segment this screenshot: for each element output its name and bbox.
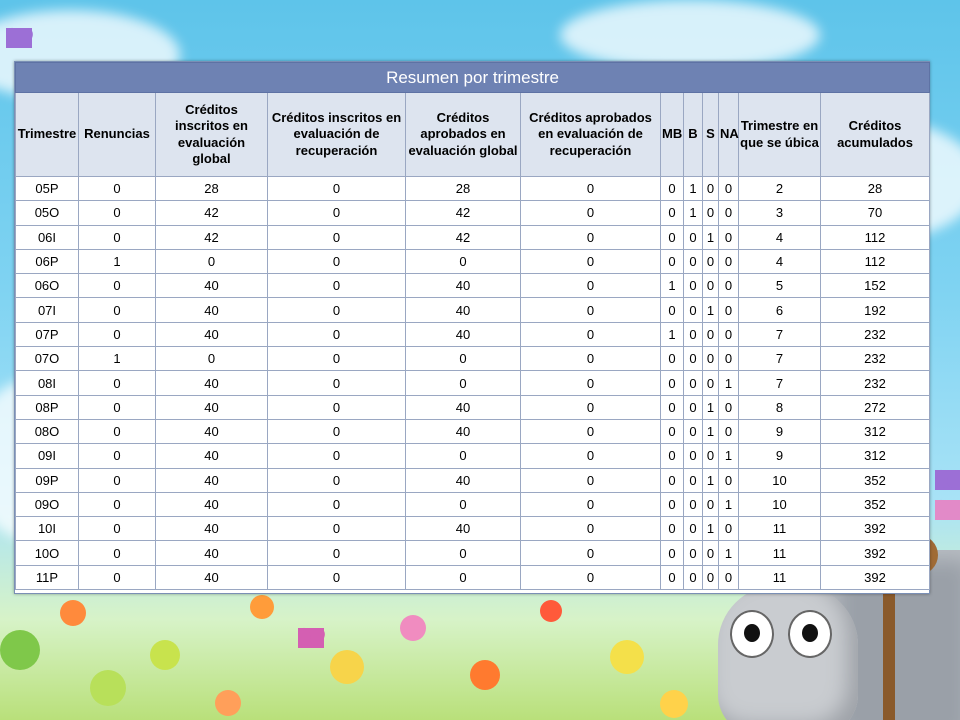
flower-icon — [660, 690, 688, 718]
table-cell: 0 — [703, 177, 719, 201]
table-cell: 0 — [79, 419, 156, 443]
butterfly-icon — [6, 28, 32, 48]
table-cell: 0 — [661, 347, 684, 371]
table-cell: 1 — [719, 541, 739, 565]
table-cell: 1 — [703, 298, 719, 322]
table-cell: 272 — [821, 395, 930, 419]
table-cell: 0 — [521, 419, 661, 443]
table-cell: 1 — [661, 322, 684, 346]
table-cell: 06O — [16, 274, 79, 298]
table-cell: 0 — [406, 492, 521, 516]
table-cell: 0 — [79, 201, 156, 225]
column-header: Trimestre — [16, 93, 79, 177]
table-cell: 0 — [703, 322, 719, 346]
table-cell: 0 — [661, 541, 684, 565]
table-cell: 1 — [703, 225, 719, 249]
table-cell: 08I — [16, 371, 79, 395]
table-cell: 0 — [661, 177, 684, 201]
table-cell: 42 — [406, 225, 521, 249]
table-cell: 0 — [684, 371, 703, 395]
table-cell: 4 — [739, 225, 821, 249]
table-cell: 0 — [684, 225, 703, 249]
table-cell: 232 — [821, 347, 930, 371]
table-cell: 40 — [156, 395, 268, 419]
table-cell: 392 — [821, 541, 930, 565]
table-row — [16, 444, 930, 468]
table-cell: 40 — [156, 371, 268, 395]
table-cell: 40 — [406, 274, 521, 298]
table-cell: 0 — [521, 177, 661, 201]
table-cell: 1 — [703, 468, 719, 492]
table-cell: 0 — [79, 274, 156, 298]
table-cell: 0 — [719, 565, 739, 589]
table-row — [16, 201, 930, 225]
table-cell: 0 — [703, 492, 719, 516]
column-header: Renuncias — [79, 93, 156, 177]
table-cell: 0 — [703, 444, 719, 468]
table-cell: 0 — [406, 249, 521, 273]
table-cell: 0 — [703, 565, 719, 589]
butterfly-icon — [298, 628, 324, 648]
table-cell: 0 — [719, 201, 739, 225]
table-cell: 42 — [156, 201, 268, 225]
table-cell: 0 — [719, 419, 739, 443]
table-cell: 0 — [268, 249, 406, 273]
table-cell: 0 — [268, 177, 406, 201]
table-cell: 0 — [521, 201, 661, 225]
table-row — [16, 347, 930, 371]
table-cell: 0 — [684, 249, 703, 273]
table-cell: 11 — [739, 565, 821, 589]
table-cell: 40 — [406, 468, 521, 492]
table-cell: 0 — [661, 249, 684, 273]
column-header: Trimestre en que se úbica — [739, 93, 821, 177]
table-cell: 42 — [406, 201, 521, 225]
table-cell: 232 — [821, 371, 930, 395]
table-row — [16, 274, 930, 298]
table-cell: 07P — [16, 322, 79, 346]
table-row — [16, 177, 930, 201]
table-cell: 70 — [821, 201, 930, 225]
table-cell: 0 — [521, 371, 661, 395]
table-cell: 40 — [156, 298, 268, 322]
table-cell: 40 — [156, 444, 268, 468]
table-cell: 40 — [156, 517, 268, 541]
table-cell: 7 — [739, 371, 821, 395]
table-cell: 10 — [739, 468, 821, 492]
table-cell: 0 — [684, 517, 703, 541]
flower-icon — [150, 640, 180, 670]
table-cell: 0 — [703, 541, 719, 565]
table-cell: 0 — [684, 322, 703, 346]
table-row — [16, 517, 930, 541]
table-row — [16, 371, 930, 395]
table-cell: 05P — [16, 177, 79, 201]
table-cell: 0 — [406, 444, 521, 468]
table-cell: 0 — [268, 201, 406, 225]
flower-icon — [0, 630, 40, 670]
table-cell: 0 — [268, 541, 406, 565]
column-header: MB — [661, 93, 684, 177]
table-cell: 0 — [661, 419, 684, 443]
table-cell: 0 — [156, 249, 268, 273]
table-cell: 0 — [684, 444, 703, 468]
table-cell: 1 — [703, 517, 719, 541]
flower-icon — [250, 595, 274, 619]
table-cell: 0 — [661, 565, 684, 589]
table-cell: 28 — [156, 177, 268, 201]
table-row — [16, 541, 930, 565]
summary-table — [15, 62, 930, 590]
table-cell: 40 — [156, 541, 268, 565]
column-header: Créditos acumulados — [821, 93, 930, 177]
table-cell: 40 — [156, 565, 268, 589]
table-cell: 40 — [406, 419, 521, 443]
table-cell: 0 — [79, 492, 156, 516]
flower-icon — [540, 600, 562, 622]
table-cell: 0 — [79, 541, 156, 565]
table-cell: 11 — [739, 517, 821, 541]
table-cell: 10I — [16, 517, 79, 541]
table-cell: 0 — [406, 541, 521, 565]
table-cell: 0 — [79, 444, 156, 468]
table-cell: 0 — [703, 274, 719, 298]
flower-icon — [610, 640, 644, 674]
table-cell: 0 — [79, 395, 156, 419]
column-header: Créditos inscritos en evaluación de recuperación — [268, 93, 406, 177]
table-cell: 0 — [268, 492, 406, 516]
table-cell: 0 — [684, 347, 703, 371]
table-cell: 42 — [156, 225, 268, 249]
table-cell: 0 — [79, 565, 156, 589]
table-cell: 1 — [719, 371, 739, 395]
table-cell: 10O — [16, 541, 79, 565]
table-cell: 0 — [661, 468, 684, 492]
table-cell: 0 — [703, 347, 719, 371]
table-cell: 0 — [79, 225, 156, 249]
table-cell: 0 — [719, 468, 739, 492]
table-cell: 7 — [739, 322, 821, 346]
table-cell: 0 — [719, 225, 739, 249]
table-row — [16, 395, 930, 419]
flower-icon — [470, 660, 500, 690]
table-cell: 0 — [268, 517, 406, 541]
table-cell: 0 — [268, 371, 406, 395]
table-cell: 40 — [406, 298, 521, 322]
table-cell: 0 — [268, 444, 406, 468]
table-cell: 0 — [521, 492, 661, 516]
table-cell: 0 — [684, 565, 703, 589]
table-cell: 0 — [521, 541, 661, 565]
table-cell: 0 — [268, 565, 406, 589]
table-row — [16, 468, 930, 492]
table-cell: 40 — [406, 395, 521, 419]
table-cell: 9 — [739, 419, 821, 443]
column-header: Créditos aprobados en evaluación global — [406, 93, 521, 177]
table-cell: 3 — [739, 201, 821, 225]
flower-icon — [400, 615, 426, 641]
table-cell: 1 — [79, 249, 156, 273]
table-cell: 1 — [719, 492, 739, 516]
table-cell: 0 — [521, 395, 661, 419]
table-cell: 28 — [821, 177, 930, 201]
table-cell: 05O — [16, 201, 79, 225]
table-cell: 0 — [268, 274, 406, 298]
table-cell: 1 — [719, 444, 739, 468]
table-cell: 4 — [739, 249, 821, 273]
table-cell: 0 — [268, 468, 406, 492]
table-cell: 0 — [719, 298, 739, 322]
table-cell: 40 — [406, 517, 521, 541]
table-cell: 5 — [739, 274, 821, 298]
cloud — [560, 0, 820, 70]
table-cell: 0 — [719, 274, 739, 298]
table-cell: 40 — [156, 322, 268, 346]
table-cell: 0 — [268, 322, 406, 346]
table-cell: 0 — [703, 249, 719, 273]
table-cell: 0 — [684, 419, 703, 443]
table-row — [16, 298, 930, 322]
table-cell: 08O — [16, 419, 79, 443]
table-cell: 0 — [661, 371, 684, 395]
table-cell: 0 — [521, 468, 661, 492]
table-cell: 392 — [821, 517, 930, 541]
table-cell: 0 — [521, 517, 661, 541]
table-cell: 0 — [661, 225, 684, 249]
table-cell: 352 — [821, 492, 930, 516]
table-cell: 0 — [268, 347, 406, 371]
table-row — [16, 492, 930, 516]
table-cell: 6 — [739, 298, 821, 322]
table-cell: 0 — [521, 298, 661, 322]
table-cell: 0 — [521, 565, 661, 589]
table-cell: 0 — [661, 298, 684, 322]
table-cell: 06P — [16, 249, 79, 273]
table-cell: 0 — [268, 225, 406, 249]
table-row — [16, 225, 930, 249]
table-cell: 40 — [406, 322, 521, 346]
table-cell: 40 — [156, 468, 268, 492]
table-cell: 0 — [661, 517, 684, 541]
table-cell: 40 — [156, 419, 268, 443]
table-cell: 0 — [684, 298, 703, 322]
table-cell: 09P — [16, 468, 79, 492]
table-cell: 192 — [821, 298, 930, 322]
table-cell: 07I — [16, 298, 79, 322]
table-cell: 07O — [16, 347, 79, 371]
table-cell: 0 — [79, 177, 156, 201]
table-cell: 09I — [16, 444, 79, 468]
table-cell: 0 — [719, 395, 739, 419]
table-cell: 0 — [684, 541, 703, 565]
table-header-row — [16, 93, 930, 177]
table-cell: 40 — [156, 274, 268, 298]
table-cell: 352 — [821, 468, 930, 492]
table-cell: 2 — [739, 177, 821, 201]
table-cell: 112 — [821, 225, 930, 249]
table-cell: 112 — [821, 249, 930, 273]
table-cell: 0 — [661, 201, 684, 225]
table-cell: 09O — [16, 492, 79, 516]
table-cell: 0 — [521, 225, 661, 249]
column-header: S — [703, 93, 719, 177]
table-cell: 08P — [16, 395, 79, 419]
table-cell: 392 — [821, 565, 930, 589]
table-row — [16, 565, 930, 589]
table-cell: 0 — [79, 371, 156, 395]
table-cell: 0 — [156, 347, 268, 371]
column-header: B — [684, 93, 703, 177]
table-cell: 0 — [268, 395, 406, 419]
table-cell: 0 — [79, 468, 156, 492]
flower-icon — [215, 690, 241, 716]
column-header: NA — [719, 93, 739, 177]
butterfly-icon — [935, 500, 960, 520]
table-cell: 0 — [406, 565, 521, 589]
butterfly-icon — [935, 470, 960, 490]
table-cell: 1 — [703, 395, 719, 419]
flower-icon — [90, 670, 126, 706]
table-cell: 0 — [268, 419, 406, 443]
table-cell: 0 — [521, 347, 661, 371]
table-cell: 11P — [16, 565, 79, 589]
column-header: Créditos aprobados en evaluación de recuperación — [521, 93, 661, 177]
flower-icon — [60, 600, 86, 626]
table-cell: 1 — [79, 347, 156, 371]
table-cell: 0 — [719, 177, 739, 201]
table-cell: 232 — [821, 322, 930, 346]
table-cell: 0 — [661, 444, 684, 468]
table-cell: 11 — [739, 541, 821, 565]
table-cell: 0 — [521, 274, 661, 298]
table-cell: 0 — [703, 201, 719, 225]
table-cell: 0 — [268, 298, 406, 322]
table-cell: 0 — [719, 517, 739, 541]
table-cell: 0 — [406, 347, 521, 371]
table-cell: 1 — [661, 274, 684, 298]
table-cell: 0 — [79, 322, 156, 346]
column-header: Créditos inscritos en evaluación global — [156, 93, 268, 177]
table-cell: 0 — [521, 322, 661, 346]
table-cell: 152 — [821, 274, 930, 298]
table-title: Resumen por trimestre — [16, 63, 930, 93]
table-cell: 0 — [684, 395, 703, 419]
table-cell: 1 — [703, 419, 719, 443]
table-cell: 40 — [156, 492, 268, 516]
table-cell: 0 — [661, 395, 684, 419]
table-cell: 0 — [661, 492, 684, 516]
table-cell: 0 — [79, 298, 156, 322]
table-cell: 0 — [79, 517, 156, 541]
table-cell: 0 — [684, 492, 703, 516]
table-cell: 9 — [739, 444, 821, 468]
summary-table-panel — [14, 61, 930, 594]
table-cell: 1 — [684, 177, 703, 201]
table-cell: 312 — [821, 419, 930, 443]
table-cell: 0 — [521, 444, 661, 468]
table-cell: 7 — [739, 347, 821, 371]
table-cell: 0 — [719, 322, 739, 346]
table-cell: 0 — [719, 249, 739, 273]
table-cell: 0 — [719, 347, 739, 371]
table-row — [16, 249, 930, 273]
table-cell: 10 — [739, 492, 821, 516]
table-row — [16, 322, 930, 346]
table-cell: 0 — [684, 274, 703, 298]
flower-icon — [330, 650, 364, 684]
table-cell: 06I — [16, 225, 79, 249]
table-cell: 28 — [406, 177, 521, 201]
table-row — [16, 419, 930, 443]
table-cell: 0 — [406, 371, 521, 395]
table-cell: 1 — [684, 201, 703, 225]
table-cell: 0 — [684, 468, 703, 492]
table-cell: 312 — [821, 444, 930, 468]
table-cell: 0 — [703, 371, 719, 395]
table-body — [16, 177, 930, 590]
table-cell: 0 — [521, 249, 661, 273]
table-cell: 8 — [739, 395, 821, 419]
